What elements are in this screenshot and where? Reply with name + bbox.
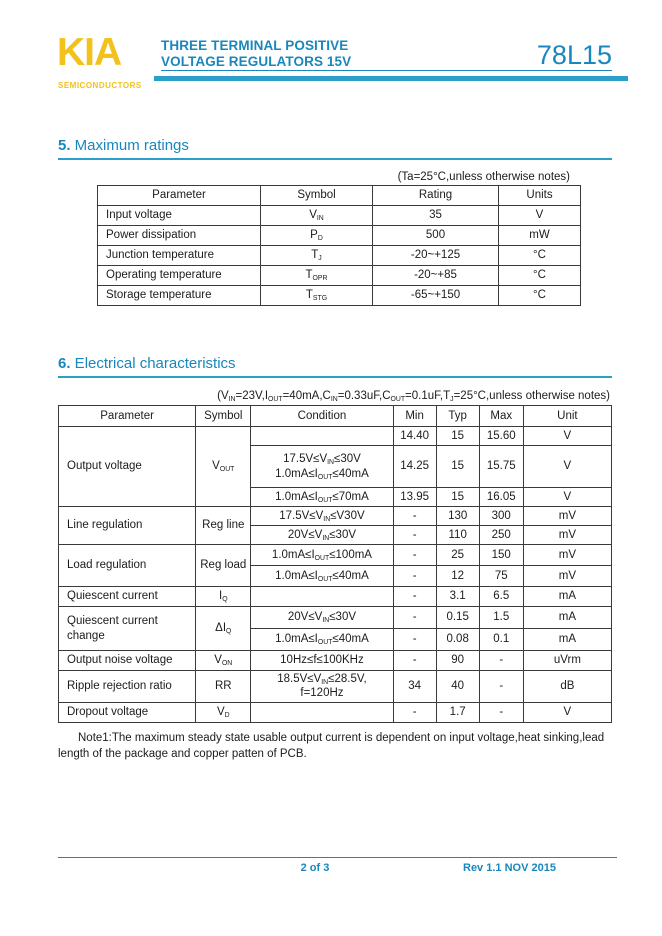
max-cell: - [479, 651, 523, 671]
table-row [59, 587, 612, 607]
document-title-line2: VOLTAGE REGULATORS 15V [161, 54, 352, 70]
table-row [59, 651, 612, 671]
parameter-cell: Output voltage [59, 427, 196, 507]
table-row [59, 427, 612, 446]
max-cell: 6.5 [479, 587, 523, 607]
column-header-max: Max [479, 406, 523, 427]
max-cell: 250 [479, 526, 523, 545]
parameter-cell: Ripple rejection ratio [59, 671, 196, 703]
condition-cell: $1.0mA\le I_{OUT}\le 100mA$ [251, 545, 393, 566]
units-cell: °C [499, 266, 581, 286]
kia-logo-subtitle: SEMICONDUCTORS [58, 81, 142, 90]
table-row [98, 206, 581, 226]
table-header-row [59, 406, 612, 427]
parameter-cell: Dropout voltage [59, 702, 196, 722]
parameter-cell: Power dissipation [98, 226, 261, 246]
typ-cell: 1.7 [436, 702, 479, 722]
unit-cell: V [523, 702, 611, 722]
symbol-cell: RR [196, 671, 251, 703]
column-header-min: Min [393, 406, 436, 427]
section-electrical-characteristics [58, 355, 612, 763]
table-row [98, 266, 581, 286]
table-row [59, 671, 612, 703]
condition-cell: $1.0mA\le I_{OUT}\le 40mA$ [251, 629, 393, 651]
min-cell: 13.95 [393, 488, 436, 507]
typ-cell: 25 [436, 545, 479, 566]
typ-cell: 15 [436, 488, 479, 507]
table-header-row [98, 186, 581, 206]
section6-condition-note: ($V_{IN}=23V,I_{OUT}=40mA,C_{IN}=0.33uF,C_{OUT}=0.1uF,T_J=25^\circ C,unless$ otherwise notes) [217, 390, 610, 404]
max-cell: - [479, 702, 523, 722]
revision-label: Rev 1.1 NOV 2015 [463, 862, 556, 874]
section6-title: Electrical characteristics [70, 355, 236, 372]
column-header-typ: Typ [436, 406, 479, 427]
section6-number: 6. [58, 355, 71, 372]
unit-cell: mA [523, 629, 611, 651]
table-row [98, 246, 581, 266]
parameter-cell: Operating temperature [98, 266, 261, 286]
unit-cell: mV [523, 507, 611, 526]
max-cell: 300 [479, 507, 523, 526]
table-row [98, 226, 581, 246]
rating-cell: -20~+125 [373, 246, 499, 266]
parameter-cell: Quiescent current [59, 587, 196, 607]
electrical-characteristics-table [58, 405, 612, 723]
min-cell: - [393, 629, 436, 651]
max-cell: 15.75 [479, 446, 523, 488]
max-cell: - [479, 671, 523, 703]
typ-cell: 90 [436, 651, 479, 671]
max-cell: 150 [479, 545, 523, 566]
header-rule-thin [161, 70, 612, 71]
condition-cell [251, 587, 393, 607]
max-cell: 16.05 [479, 488, 523, 507]
symbol-cell: $V_D$ [196, 702, 251, 722]
section-maximum-ratings [58, 137, 612, 306]
table-row [59, 507, 612, 526]
unit-cell: uVrm [523, 651, 611, 671]
section5-title: Maximum ratings [70, 137, 189, 154]
typ-cell: 0.08 [436, 629, 479, 651]
parameter-cell: Output noise voltage [59, 651, 196, 671]
header-rule-thick [154, 76, 628, 81]
column-header-condition: Condition [251, 406, 393, 427]
page-number: 2 of 3 [300, 862, 330, 874]
table-row [98, 286, 581, 306]
parameter-cell: Load regulation [59, 545, 196, 587]
column-header-units: Units [499, 186, 581, 206]
unit-cell: mA [523, 607, 611, 629]
rating-cell: 35 [373, 206, 499, 226]
min-cell: - [393, 607, 436, 629]
min-cell: - [393, 566, 436, 587]
condition-cell: $1.0mA\le I_{OUT}\le 70mA$ [251, 488, 393, 507]
unit-cell: mV [523, 545, 611, 566]
parameter-cell: Line regulation [59, 507, 196, 545]
typ-cell: 15 [436, 446, 479, 488]
parameter-cell: Junction temperature [98, 246, 261, 266]
min-cell: - [393, 587, 436, 607]
table-row [59, 702, 612, 722]
condition-cell: $20V\le V_{IN}\le 30V$ [251, 607, 393, 629]
part-number: 78L15 [536, 40, 612, 70]
max-cell: 0.1 [479, 629, 523, 651]
typ-cell: 15 [436, 427, 479, 446]
min-cell: 34 [393, 671, 436, 703]
typ-cell: 130 [436, 507, 479, 526]
section5-condition-note: (Ta=25°C,unless otherwise notes) [397, 171, 570, 183]
section5-heading [58, 137, 612, 160]
symbol-cell: $P_D$ [261, 226, 373, 246]
table-row [59, 545, 612, 566]
max-cell: 15.60 [479, 427, 523, 446]
typ-cell: 110 [436, 526, 479, 545]
min-cell: 14.25 [393, 446, 436, 488]
unit-cell: mA [523, 587, 611, 607]
symbol-cell: $T_{STG}$ [261, 286, 373, 306]
min-cell: - [393, 702, 436, 722]
symbol-cell: $T_J$ [261, 246, 373, 266]
units-cell: mW [499, 226, 581, 246]
max-cell: 75 [479, 566, 523, 587]
min-cell: - [393, 526, 436, 545]
column-header-unit: Unit [523, 406, 611, 427]
min-cell: - [393, 651, 436, 671]
min-cell: 14.40 [393, 427, 436, 446]
column-header-parameter: Parameter [59, 406, 196, 427]
units-cell: °C [499, 286, 581, 306]
table-row [59, 607, 612, 629]
typ-cell: 12 [436, 566, 479, 587]
footer-rule [58, 857, 617, 858]
condition-cell: $18.5V\le V_{IN}\le 28.5V$, f=120Hz [251, 671, 393, 703]
kia-logo: KIA [57, 31, 122, 74]
rating-cell: -20~+85 [373, 266, 499, 286]
max-cell: 1.5 [479, 607, 523, 629]
symbol-cell: Reg line [196, 507, 251, 545]
rating-cell: -65~+150 [373, 286, 499, 306]
condition-cell: $17.5V\le V_{IN}\le V30V$ [251, 507, 393, 526]
column-header-symbol: Symbol [261, 186, 373, 206]
unit-cell: mV [523, 526, 611, 545]
units-cell: V [499, 206, 581, 226]
symbol-cell: $I_Q$ [196, 587, 251, 607]
symbol-cell: $V_{ON}$ [196, 651, 251, 671]
typ-cell: 40 [436, 671, 479, 703]
unit-cell: V [523, 446, 611, 488]
maximum-ratings-table [97, 185, 581, 306]
parameter-cell: Storage temperature [98, 286, 261, 306]
column-header-rating: Rating [373, 186, 499, 206]
min-cell: - [393, 507, 436, 526]
rating-cell: 500 [373, 226, 499, 246]
note-text: Note1:The maximum steady state usable output current is dependent on input voltage,heat sinking,lead length of the package and copper patten of PCB. [58, 731, 605, 761]
min-cell: - [393, 545, 436, 566]
parameter-cell: Quiescent current change [59, 607, 196, 651]
unit-cell: V [523, 427, 611, 446]
symbol-cell: $V_{OUT}$ [196, 427, 251, 507]
typ-cell: 0.15 [436, 607, 479, 629]
document-title [161, 38, 351, 70]
section5-number: 5. [58, 137, 71, 154]
unit-cell: V [523, 488, 611, 507]
condition-cell: $20V\le V_{IN}\le 30V$ [251, 526, 393, 545]
condition-cell [251, 702, 393, 722]
condition-cell: $17.5V\le V_{IN}\le 30V$ $1.0mA\le I_{OUT}\le 40mA$ [251, 446, 393, 488]
document-title-line1: THREE TERMINAL POSITIVE [161, 38, 349, 53]
section6-heading [58, 355, 612, 378]
symbol-cell: $\Delta I_Q$ [196, 607, 251, 651]
symbol-cell: $T_{OPR}$ [261, 266, 373, 286]
unit-cell: mV [523, 566, 611, 587]
column-header-parameter: Parameter [98, 186, 261, 206]
units-cell: °C [499, 246, 581, 266]
condition-cell: 10Hz≤f≤100KHz [251, 651, 393, 671]
symbol-cell: $V_{IN}$ [261, 206, 373, 226]
column-header-symbol: Symbol [196, 406, 251, 427]
unit-cell: dB [523, 671, 611, 703]
symbol-cell: Reg load [196, 545, 251, 587]
condition-cell: $1.0mA\le I_{OUT}\le 40mA$ [251, 566, 393, 587]
typ-cell: 3.1 [436, 587, 479, 607]
parameter-cell: Input voltage [98, 206, 261, 226]
condition-cell [251, 427, 393, 446]
